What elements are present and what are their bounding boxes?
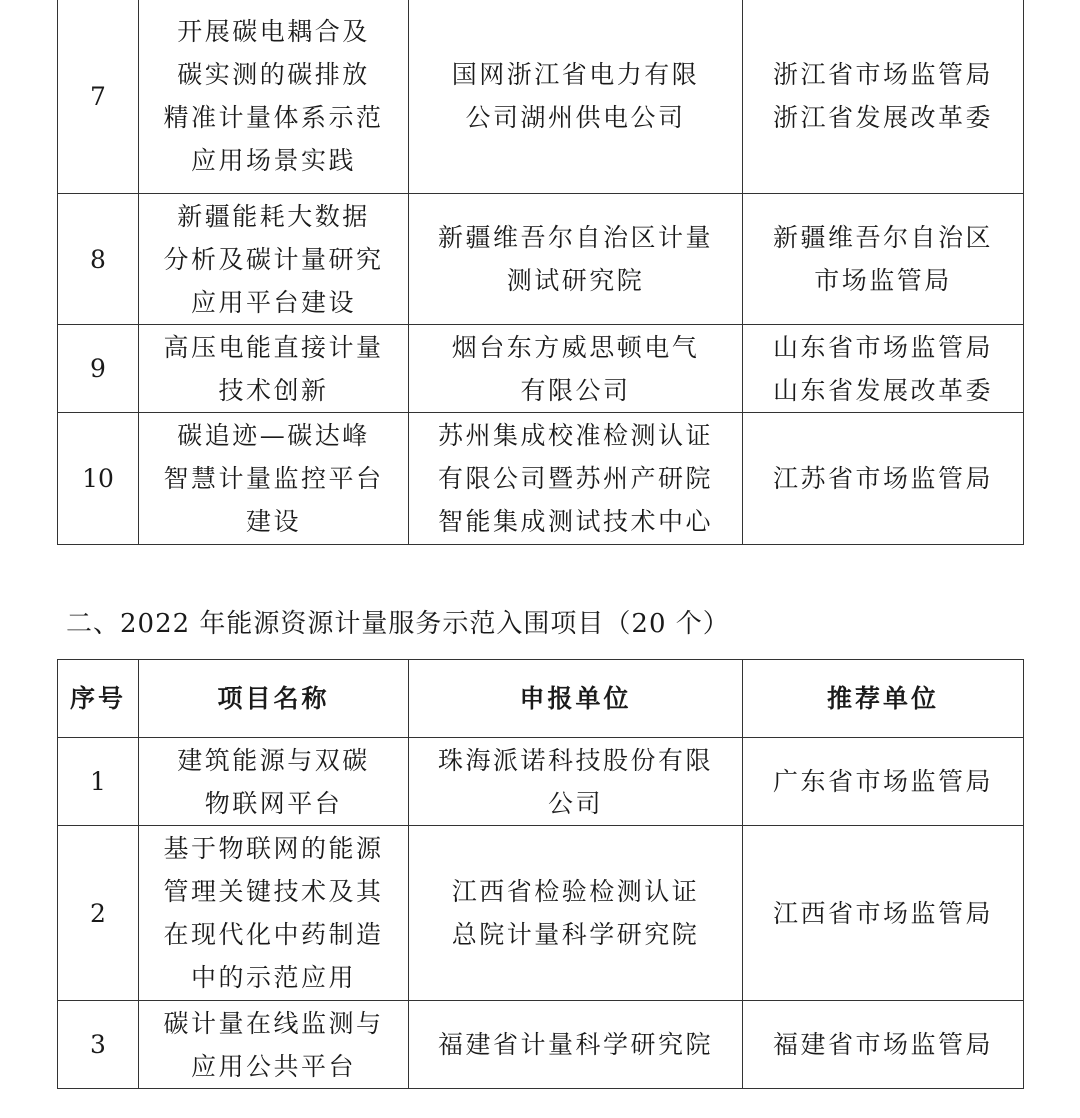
row-number: 2 xyxy=(58,826,139,1001)
applicant-unit: 福建省计量科学研究院 xyxy=(409,1001,743,1089)
table-row xyxy=(58,325,1024,413)
project-name: 碳追迹—碳达峰 智慧计量监控平台 建设 xyxy=(139,413,409,545)
projects-table xyxy=(57,659,1024,1089)
applicant-unit: 新疆维吾尔自治区计量 测试研究院 xyxy=(409,194,743,325)
header-number: 序号 xyxy=(58,660,139,738)
project-name: 高压电能直接计量 技术创新 xyxy=(139,325,409,413)
table-row xyxy=(58,194,1024,325)
recommending-unit: 福建省市场监管局 xyxy=(743,1001,1024,1089)
row-number: 10 xyxy=(58,413,139,545)
table-row xyxy=(58,1001,1024,1089)
applicant-unit: 珠海派诺科技股份有限 公司 xyxy=(409,738,743,826)
project-name: 基于物联网的能源 管理关键技术及其 在现代化中药制造 中的示范应用 xyxy=(139,826,409,1001)
applicant-unit: 苏州集成校准检测认证 有限公司暨苏州产研院 智能集成测试技术中心 xyxy=(409,413,743,545)
row-number: 1 xyxy=(58,738,139,826)
project-name: 建筑能源与双碳 物联网平台 xyxy=(139,738,409,826)
applicant-unit: 国网浙江省电力有限 公司湖州供电公司 xyxy=(409,0,743,194)
table-row xyxy=(58,826,1024,1001)
recommending-unit: 浙江省市场监管局 浙江省发展改革委 xyxy=(743,0,1024,194)
applicant-unit: 江西省检验检测认证 总院计量科学研究院 xyxy=(409,826,743,1001)
recommending-unit: 山东省市场监管局 山东省发展改革委 xyxy=(743,325,1024,413)
header-applicant-unit: 申报单位 xyxy=(409,660,743,738)
recommending-unit: 广东省市场监管局 xyxy=(743,738,1024,826)
project-name: 碳计量在线监测与 应用公共平台 xyxy=(139,1001,409,1089)
header-project-name: 项目名称 xyxy=(139,660,409,738)
section-title: 二、2022 年能源资源计量服务示范入围项目（20 个） xyxy=(66,609,730,639)
row-number: 3 xyxy=(58,1001,139,1089)
table-header-row xyxy=(58,660,1024,738)
project-name: 开展碳电耦合及 碳实测的碳排放 精准计量体系示范 应用场景实践 xyxy=(139,0,409,194)
recommending-unit: 江西省市场监管局 xyxy=(743,826,1024,1001)
recommending-unit: 新疆维吾尔自治区 市场监管局 xyxy=(743,194,1024,325)
project-name: 新疆能耗大数据 分析及碳计量研究 应用平台建设 xyxy=(139,194,409,325)
header-recommending-unit: 推荐单位 xyxy=(743,660,1024,738)
applicant-unit: 烟台东方威思顿电气 有限公司 xyxy=(409,325,743,413)
row-number: 8 xyxy=(58,194,139,325)
table-row xyxy=(58,0,1024,194)
projects-table-continued xyxy=(57,0,1024,545)
row-number: 9 xyxy=(58,325,139,413)
table-row xyxy=(58,413,1024,545)
table-row xyxy=(58,738,1024,826)
recommending-unit: 江苏省市场监管局 xyxy=(743,413,1024,545)
row-number: 7 xyxy=(58,0,139,194)
